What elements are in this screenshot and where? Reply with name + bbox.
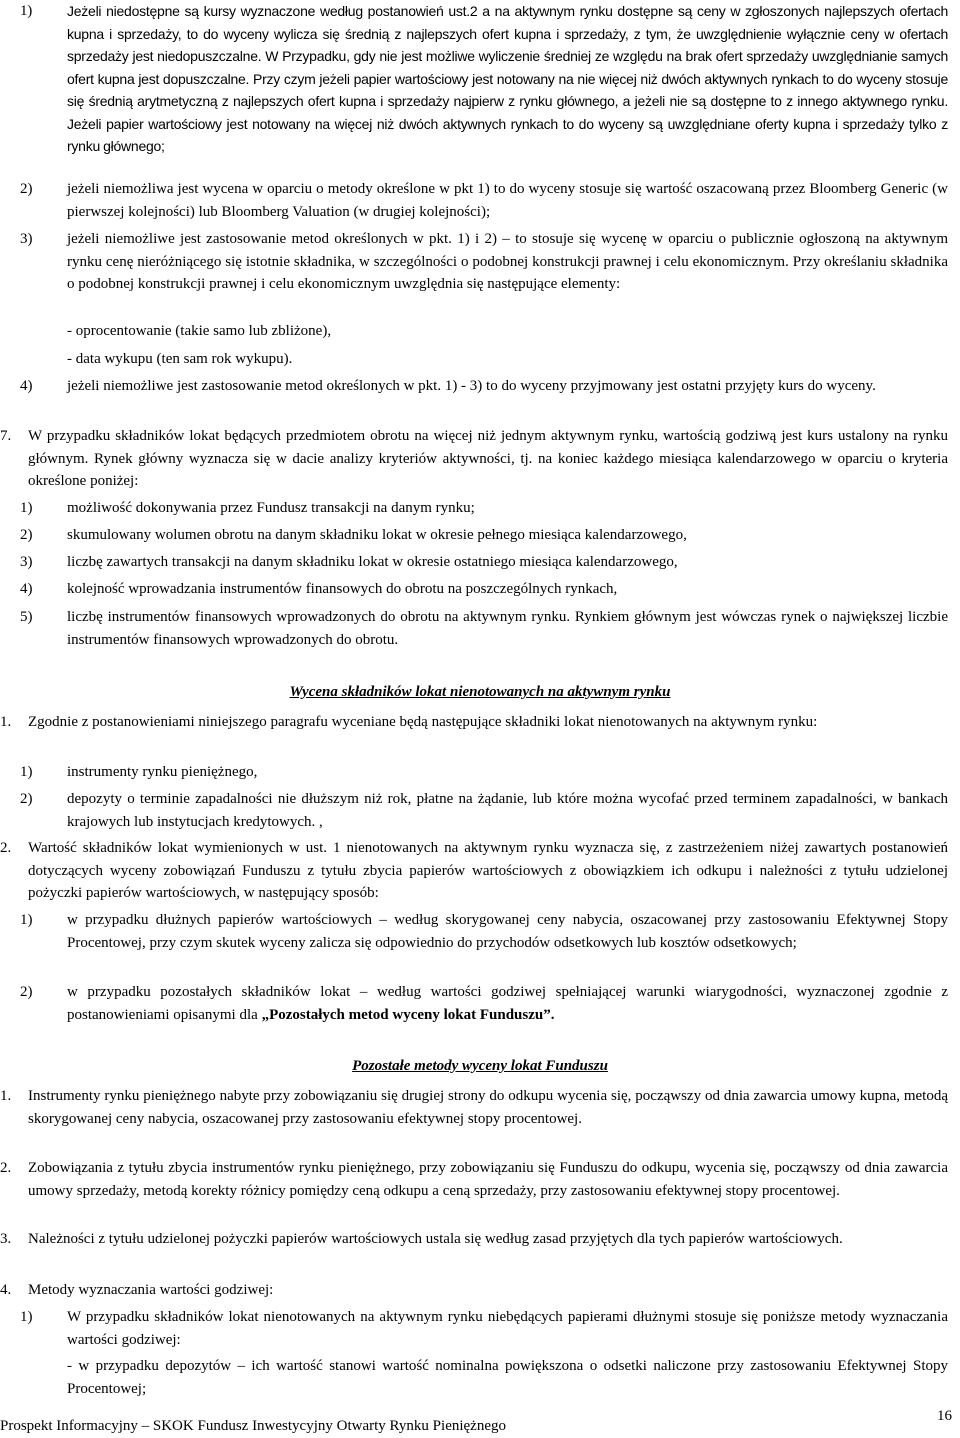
list-item [20,551,948,574]
item-number: 1) [20,500,33,516]
paragraph-text: Wartość składników lokat wymienionych w ust. 1 nienotowanych na aktywnym rynku wyznacza się, z zastrzeżeniem niżej zawartych postanowień dotyczących wyceny zobowiązań Funduszu z tytułu zbycia papierów wartościowych z obowiązkiem ich odkupu i należności z tytułu udzielonej pożyczki papierów wartościowych, w następujący sposób: [28,840,948,901]
page-number: 16 [937,1408,952,1424]
paragraph-text: instrumenty rynku pieniężnego, [67,764,258,780]
paragraph-number: 7. [0,428,12,444]
list-item [20,0,948,158]
item-number: 1) [20,912,33,928]
sub-item: - w przypadku depozytów – ich wartość stanowi wartość nominalna powiększona o odsetki naliczone przy zastosowaniu Efektywnej Stopy Procentowej; [67,1358,948,1397]
sub-item: - data wykupu (ten sam rok wykupu). [67,351,293,367]
list-item [20,178,948,223]
item-number: 2) [20,527,33,543]
item-number: 2) [20,984,33,1000]
paragraph-number: 1. [0,714,12,730]
paragraph-text: możliwość dokonywania przez Fundusz transakcji na danym rynku; [67,500,475,516]
paragraph-text: jeżeli niemożliwa jest wycena w oparciu o metody określone w pkt 1) to do wyceny stosuje się wartość oszacowaną przez Bloomberg Generic (w pierwszej kolejności) lub Bloomberg Valuation (w drugiej kolejności); [67,181,948,220]
paragraph-text: skumulowany wolumen obrotu na danym składniku lokat w okresie pełnego miesiąca kalendarzowego, [67,527,687,543]
item-number: 3) [20,554,33,570]
item-number: 4) [20,378,33,394]
paragraph-number: 4. [0,1282,12,1298]
numbered-paragraph [0,1279,948,1302]
numbered-paragraph [0,837,948,905]
paragraph-text: Zgodnie z postanowieniami niniejszego paragrafu wyceniane będą następujące składniki lokat nienotowanych na aktywnym rynku: [28,714,818,730]
paragraph-text: Metody wyznaczania wartości godziwej: [28,1282,274,1298]
item-number: 2) [20,181,33,197]
paragraph-number: 2. [0,840,12,856]
list-item [20,578,948,601]
list-item [20,761,948,784]
footer-text: Prospekt Informacyjny – SKOK Fundusz Inwestycyjny Otwarty Rynku Pieniężnego [0,1418,506,1434]
bold-reference: „Pozostałych metod wyceny lokat Funduszu”. [261,1006,555,1023]
item-number: 1) [20,3,32,19]
numbered-paragraph [0,1085,948,1130]
list-item [20,909,948,954]
item-number: 5) [20,609,33,625]
paragraph-number: 3. [0,1231,12,1247]
list-item [20,788,948,833]
list-item [20,497,948,520]
item-number: 4) [20,581,33,597]
paragraph-number: 1. [0,1088,12,1104]
paragraph-text: Jeżeli niedostępne są kursy wyznaczone według postanowień ust.2 a na aktywnym rynku dostępne są ceny w zgłoszonych najlepszych ofertach kupna i sprzedaży, to do wyceny wylicza się średnią z najlepszych ofert kupna i sprzedaży, z tym, że uwzględnienie wyłącznie ceny w ofertach sprzedaży jest niedopuszczalne. W Przypadku, gdy nie jest możliwe wyliczenie średniej ze względu na brak ofert sprzedaży uwzględnianie samych ofert kupna jest dopuszczalne. Przy czym jeżeli papier wartościowy jest notowany na nie więcej niż dwóch aktywnych rynkach to do wyceny stosuje się średnią arytmetyczną z najlepszych ofert kupna i sprzedaży najpierw z rynku głównego, a jeżeli nie są dostępne to z innego aktywnego rynku. Jeżeli papier wartościowy jest notowany na więcej niż dwóch aktywnych rynkach to do wyceny są uwzględniane oferty kupna i sprzedaży tylko z rynku głównego; [67,3,948,154]
paragraph-text: Instrumenty rynku pieniężnego nabyte przy zobowiązaniu się drugiej strony do odkupu wycenia się, począwszy od dnia zawarcia umowy kupna, metodą skorygowanej ceny nabycia, oszacowanej przy zastosowaniu efektywnej stopy procentowej. [28,1088,948,1127]
list-item [20,1306,948,1351]
paragraph-text: depozyty o terminie zapadalności nie dłuższym niż rok, płatne na żądanie, lub które można wycofać przed terminem zapadalności, w bankach krajowych lub instytucjach kredytowych. , [67,791,948,830]
numbered-paragraph [0,425,948,493]
paragraph-text: liczbę zawartych transakcji na danym składniku lokat w okresie ostatniego miesiąca kalendarzowego, [67,554,678,570]
numbered-paragraph [0,1157,948,1202]
paragraph-text: kolejność wprowadzania instrumentów finansowych do obrotu na poszczególnych rynkach, [67,581,618,597]
list-item [20,375,948,398]
item-number: 1) [20,1309,33,1325]
numbered-paragraph [0,711,948,734]
paragraph-text: Zobowiązania z tytułu zbycia instrumentów rynku pieniężnego, przy zobowiązaniu się Funduszu do odkupu, wycenia się, począwszy od dnia zawarcia umowy sprzedaży, metodą korekty różnicy pomiędzy ceną odkupu a ceną sprzedaży, przy zastosowaniu efektywnej stopy procentowej. [28,1160,948,1199]
list-item [20,606,948,651]
list-item [20,228,948,296]
paragraph-text: Należności z tytułu udzielonej pożyczki papierów wartościowych ustala się według zasad przyjętych dla tych papierów wartościowych. [28,1231,843,1247]
numbered-paragraph [0,1228,948,1251]
paragraph-text-part: w przypadku pozostałych składników lokat – według wartości godziwej spełniającej warunki wiarygodności, wyznaczonej zgodnie z postanowieniami opisanymi dla [67,984,948,1023]
sub-item: - oprocentowanie (takie samo lub zbliżone), [67,323,332,339]
paragraph-text: w przypadku dłużnych papierów wartościowych – według skorygowanej ceny nabycia, oszacowanej przy zastosowaniu Efektywnej Stopy Procentowej, przy czym skutek wyceny zalicza się odpowiednio do przychodów odsetkowych lub kosztów odsetkowych; [67,912,948,951]
paragraph-text [67,981,948,1026]
paragraph-text: W przypadku składników lokat nienotowanych na aktywnym rynku niebędących papierami dłużnymi stosuje się poniższe metody wyznaczania wartości godziwej: [67,1309,948,1348]
paragraph-text: W przypadku składników lokat będących przedmiotem obrotu na więcej niż jednym aktywnym rynku, wartością godziwą jest kurs ustalony na rynku głównym. Rynek główny wyznacza się w dacie analizy kryteriów aktywności, tj. na koniec każdego miesiąca kalendarzowego w oparciu o kryteria określone poniżej: [28,428,948,489]
paragraph-number: 2. [0,1160,12,1176]
paragraph-text: liczbę instrumentów finansowych wprowadzonych do obrotu na aktywnym rynku. Rynkiem głównym jest wówczas rynek o największej liczbie instrumentów finansowych wprowadzonych do obrotu. [67,609,948,648]
section-heading: Pozostałe metody wyceny lokat Funduszu [352,1058,608,1074]
item-number: 1) [20,764,33,780]
list-item [20,981,948,1026]
paragraph-text: jeżeli niemożliwe jest zastosowanie metod określonych w pkt. 1) i 2) – to stosuje się wycenę w oparciu o publicznie ogłoszoną na aktywnym rynku cenę nieróżniącego się istotnie składnika, w szczególności o podobnej konstrukcji prawnej i celu ekonomicznym. Przy określaniu składnika o podobnej konstrukcji prawnej i celu ekonomicznym uwzględnia się następujące elementy: [67,231,948,292]
paragraph-text: jeżeli niemożliwe jest zastosowanie metod określonych w pkt. 1) - 3) to do wyceny przyjmowany jest ostatni przyjęty kurs do wyceny. [67,378,876,394]
item-number: 2) [20,791,33,807]
section-heading: Wycena składników lokat nienotowanych na aktywnym rynku [289,684,671,700]
item-number: 3) [20,231,33,247]
list-item [20,524,948,547]
